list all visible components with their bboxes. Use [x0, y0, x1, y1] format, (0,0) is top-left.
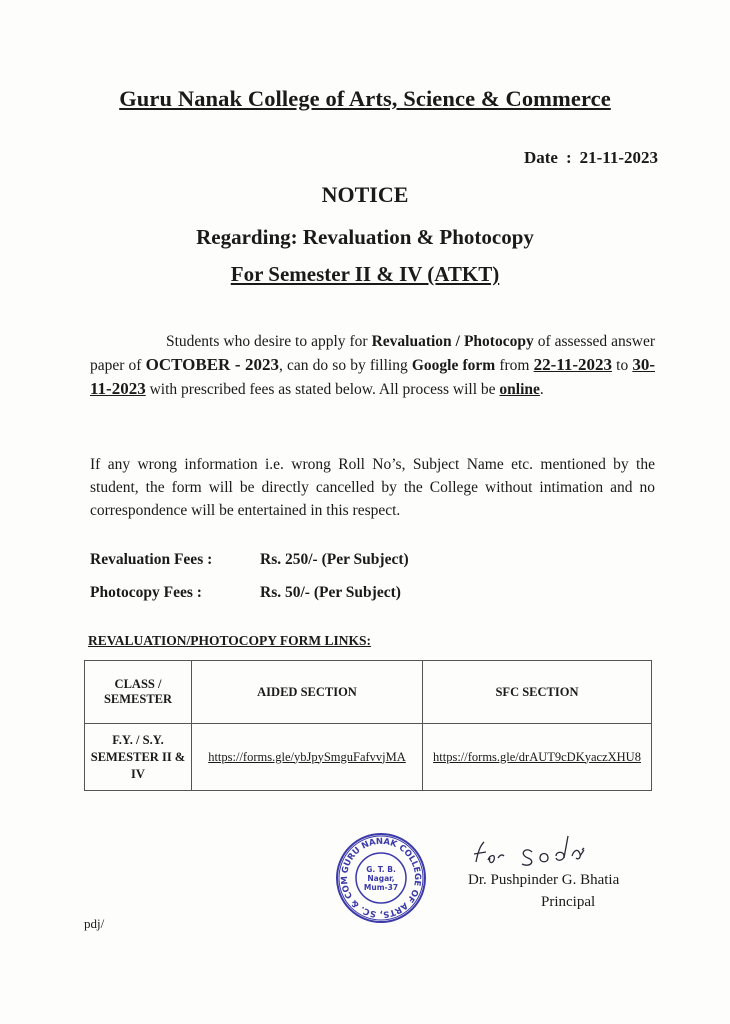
form-links-heading: REVALUATION/PHOTOCOPY FORM LINKS: [88, 633, 372, 648]
exam-month-bold: OCTOBER - 2023 [145, 355, 279, 374]
text: , can do so by filling [279, 357, 412, 374]
aided-form-link[interactable]: https://forms.gle/ybJpySmguFafvvjMA [192, 724, 423, 791]
table-header-row [85, 661, 652, 724]
seal-center-line: Nagar, [367, 874, 395, 883]
signatory-title: Principal [541, 894, 596, 910]
text: from [495, 357, 534, 374]
semester-subtitle: For Semester II & IV (ATKT) [230, 262, 500, 286]
revaluation-photocopy-bold: Revaluation / Photocopy [371, 333, 534, 350]
fees-label: Photocopy Fees : [90, 584, 202, 601]
text: Students who desire to apply for [166, 333, 372, 350]
form-links-table [84, 660, 652, 791]
date-separator: : [565, 148, 572, 167]
date-label: Date [523, 148, 558, 167]
signatory-name: Dr. Pushpinder G. Bhatia [468, 872, 620, 888]
fees-label: Revaluation Fees : [90, 551, 213, 568]
seal-center-line: Mum-37 [363, 883, 399, 892]
end-date: 30-11-2023 [90, 355, 655, 398]
photocopy-fees-row [90, 584, 401, 602]
text: of assessed answer paper of [90, 333, 655, 374]
table-header: AIDED SECTION [192, 661, 423, 724]
table-header: SFC SECTION [423, 661, 652, 724]
date-value: 21-11-2023 [579, 148, 658, 167]
fees-value: Rs. 50/- (Per Subject) [260, 584, 401, 601]
start-date: 22-11-2023 [533, 355, 612, 374]
class-cell: F.Y. / S.Y. SEMESTER II & IV [85, 724, 192, 791]
sfc-form-link[interactable]: https://forms.gle/drAUT9cDKyaczXHU8 [423, 724, 652, 791]
date-line [524, 148, 658, 168]
handwritten-signature [470, 832, 610, 872]
college-seal-stamp [335, 832, 427, 924]
text: to [612, 357, 633, 374]
google-form-bold: Google form [411, 357, 496, 374]
college-name-heading: Guru Nanak College of Arts, Science & Commerce [119, 86, 611, 111]
text: . [539, 381, 544, 398]
seal-ring-text: GURU NANAK COLLEGE OF ARTS, SC. & COM [339, 836, 423, 920]
table-header: CLASS / SEMESTER [85, 661, 192, 724]
text: with prescribed fees as stated below. All process will be [145, 381, 500, 398]
instructions-paragraph [90, 330, 655, 401]
revaluation-fees-row [90, 551, 409, 569]
notice-title: NOTICE [321, 182, 409, 207]
fees-value: Rs. 250/- (Per Subject) [260, 551, 409, 568]
seal-center-line: G. T. B. [366, 865, 396, 874]
online-bold: online [499, 381, 540, 398]
warning-paragraph: If any wrong information i.e. wrong Roll No’s, Subject Name etc. mentioned by the student, the form will be directly cancelled by the College without intimation and no correspondence will be entertained in this respect. [90, 456, 655, 519]
reference-initials: pdj/ [84, 916, 105, 931]
regarding-subtitle: Regarding: Revaluation & Photocopy [196, 225, 534, 249]
table-row [85, 724, 652, 791]
